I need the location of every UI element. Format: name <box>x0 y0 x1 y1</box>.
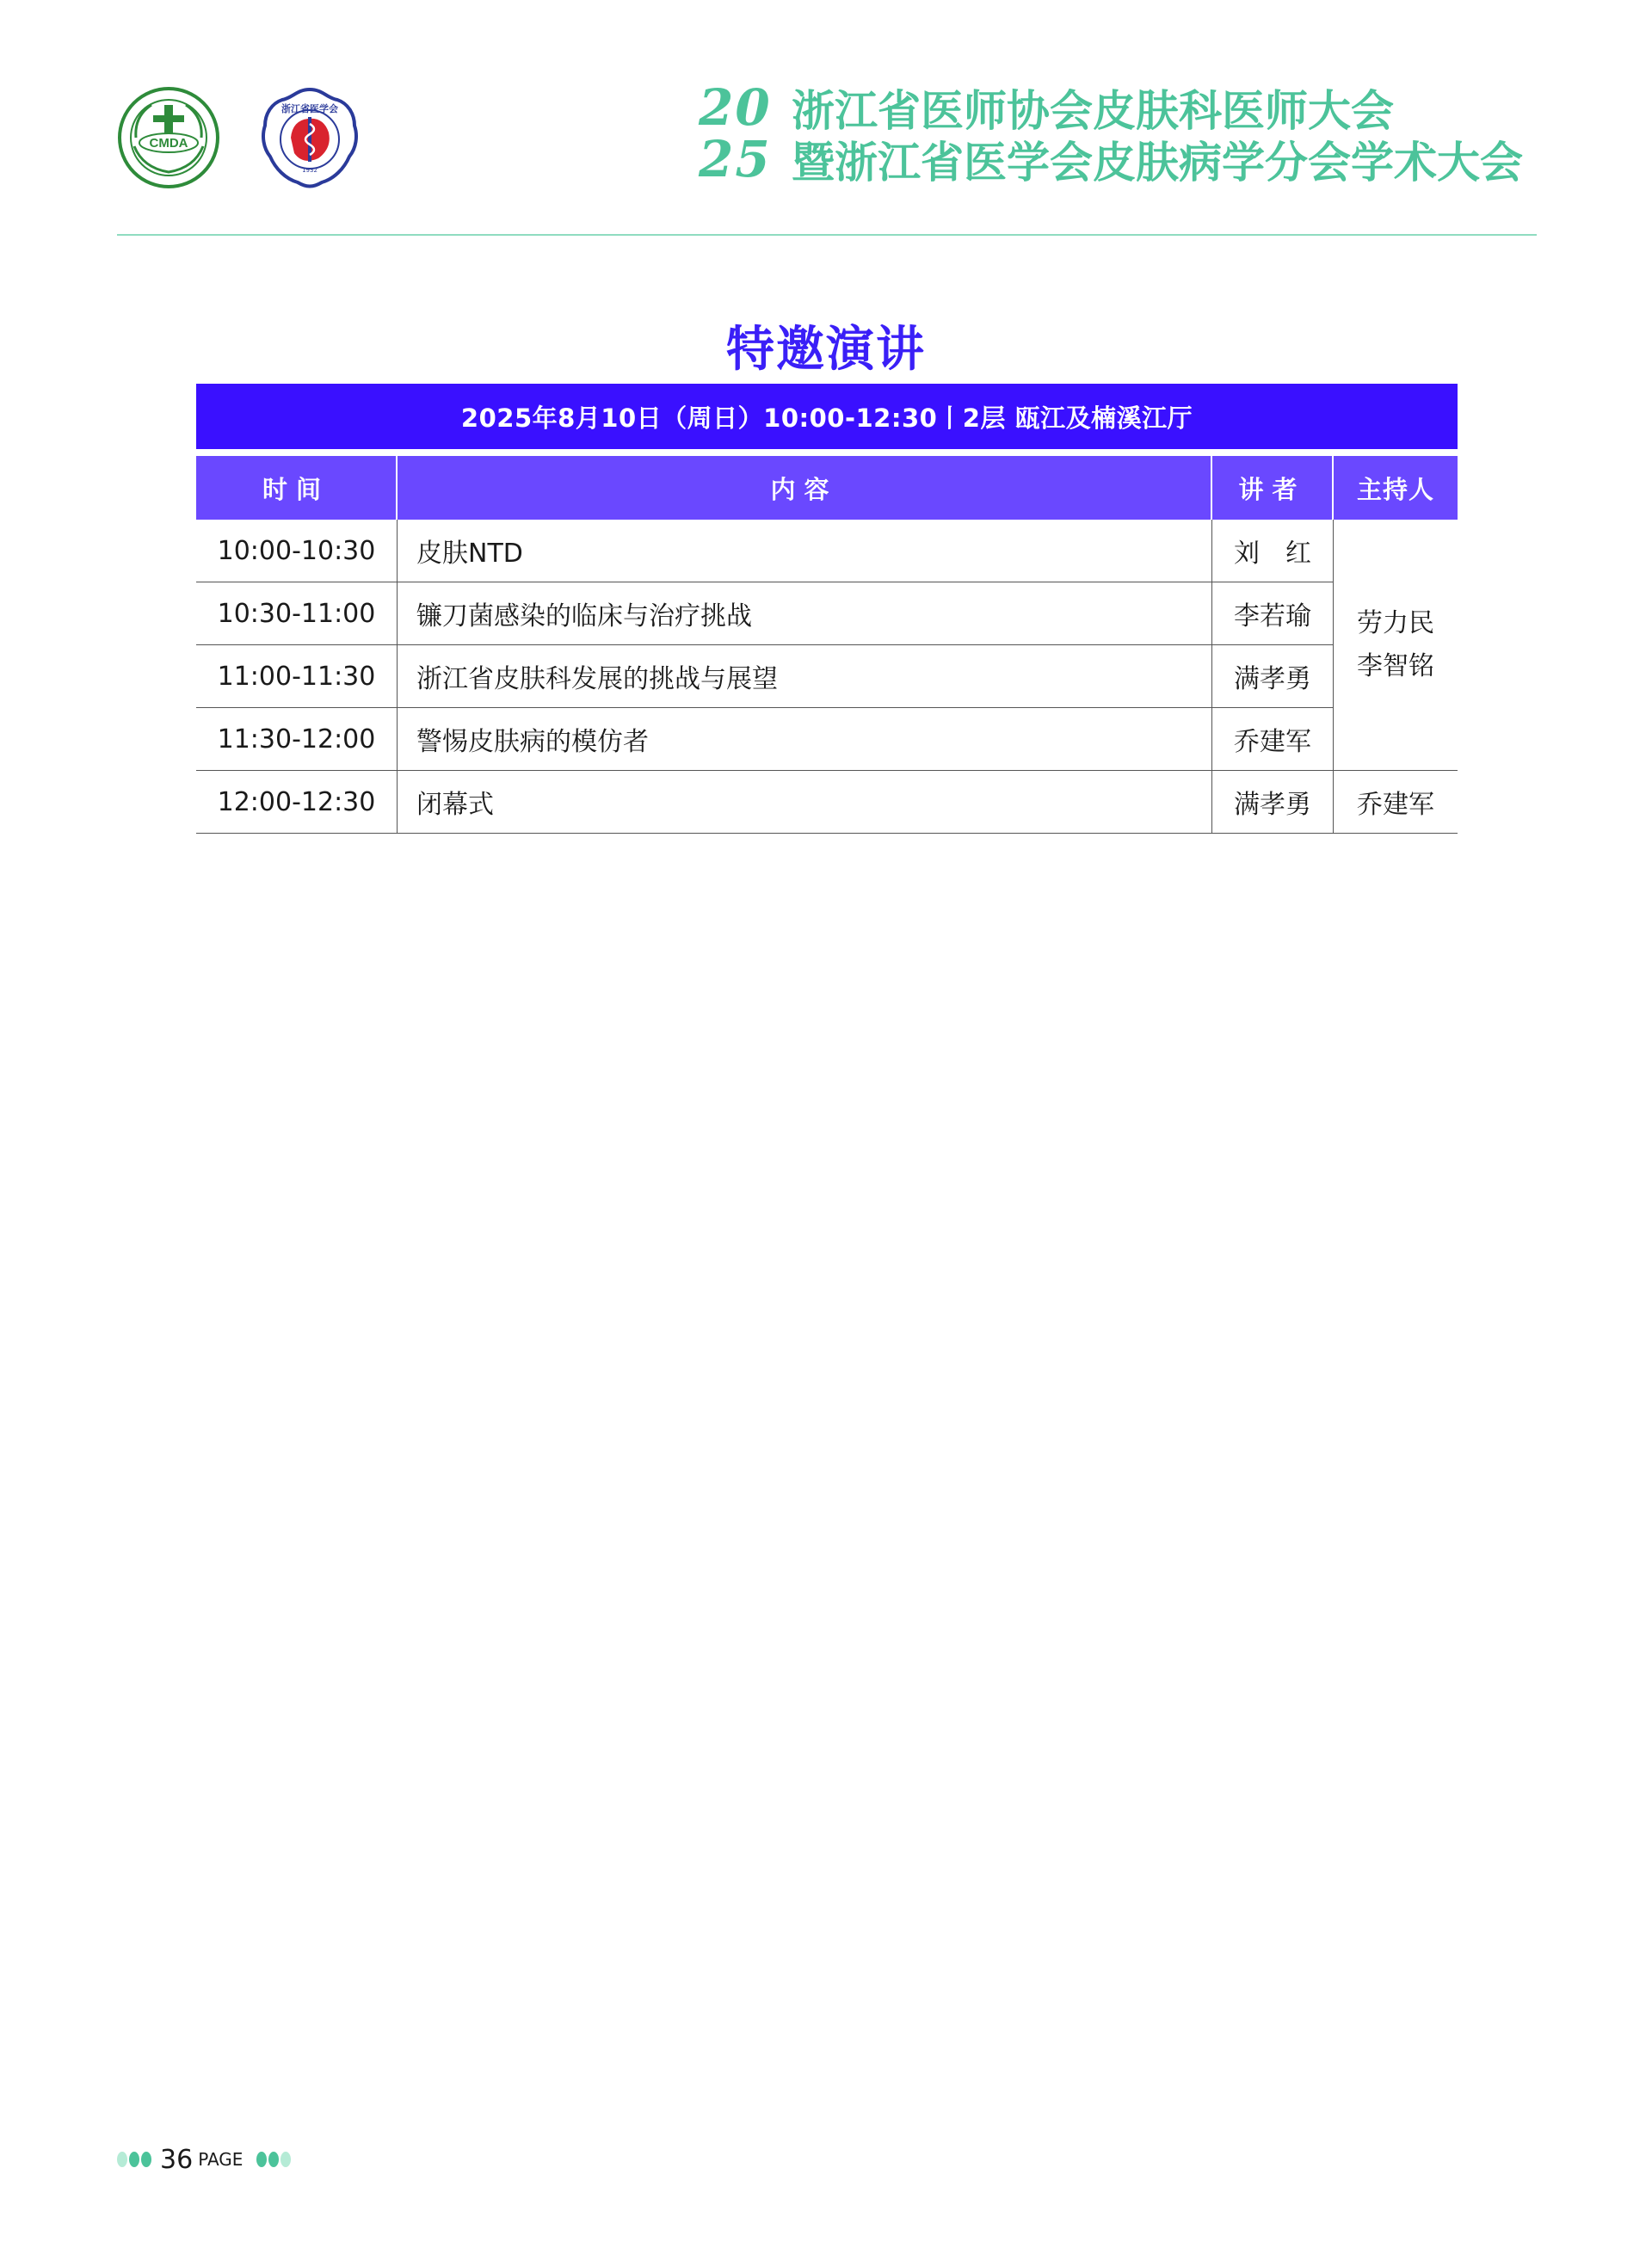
row-topic: 浙江省皮肤科发展的挑战与展望 <box>398 645 1212 708</box>
footer-dots-right <box>256 2152 291 2167</box>
svg-text:1932: 1932 <box>302 167 317 174</box>
row-time: 12:00-12:30 <box>196 771 398 834</box>
host-name: 劳力民 <box>1357 607 1434 638</box>
header-speaker: 讲者 <box>1212 456 1334 520</box>
table-row <box>196 771 1458 834</box>
row-speaker: 李若瑜 <box>1212 582 1334 645</box>
year-bottom: 25 <box>699 130 772 188</box>
row-time: 11:30-12:00 <box>196 708 398 771</box>
table-row <box>196 520 1458 582</box>
row-speaker: 满孝勇 <box>1212 771 1334 834</box>
section-title: 特邀演讲 <box>726 322 926 378</box>
table-row <box>196 645 1458 708</box>
row-time: 11:00-11:30 <box>196 645 398 708</box>
row-time: 10:00-10:30 <box>196 520 398 582</box>
host-name: 李智铭 <box>1357 650 1434 681</box>
page-footer <box>117 2142 291 2177</box>
row-speaker: 满孝勇 <box>1212 645 1334 708</box>
row-topic: 闭幕式 <box>398 771 1212 834</box>
table-header <box>196 456 1458 520</box>
footer-dots-left <box>117 2152 151 2167</box>
conference-title-line1: 浙江省医师协会皮肤科医师大会 <box>792 85 1394 136</box>
table-body <box>196 520 1458 834</box>
header-time: 时间 <box>196 456 398 520</box>
year-top: 20 <box>699 78 772 137</box>
row-topic: 镰刀菌感染的临床与治疗挑战 <box>398 582 1212 645</box>
row-speaker: 乔建军 <box>1212 708 1334 771</box>
page-number: 36 <box>160 2144 194 2175</box>
conference-title <box>699 79 1542 191</box>
header-divider <box>117 234 1537 236</box>
conference-year <box>699 79 785 191</box>
conference-title-line2: 暨浙江省医学会皮肤病学分会学术大会 <box>792 137 1523 188</box>
zma-logo-text: 浙江省医学会 <box>281 103 338 114</box>
row-host: 乔建军 <box>1334 771 1458 834</box>
cmda-logo-text: CMDA <box>149 136 188 151</box>
cmda-logo <box>117 86 220 189</box>
session-banner: 2025年8月10日（周日）10:00-12:30丨2层 瓯江及楠溪江厅 <box>196 384 1458 449</box>
schedule-table <box>196 384 1458 834</box>
page-label: PAGE <box>198 2149 243 2170</box>
merged-host-cell <box>1334 520 1458 771</box>
row-topic: 皮肤NTD <box>398 520 1212 582</box>
row-speaker: 刘 红 <box>1212 520 1334 582</box>
zma-logo <box>258 86 361 189</box>
row-topic: 警惕皮肤病的模仿者 <box>398 708 1212 771</box>
table-row <box>196 708 1458 771</box>
header-topic: 内容 <box>398 456 1212 520</box>
header-host: 主持人 <box>1356 474 1434 504</box>
row-time: 10:30-11:00 <box>196 582 398 645</box>
table-row <box>196 582 1458 645</box>
